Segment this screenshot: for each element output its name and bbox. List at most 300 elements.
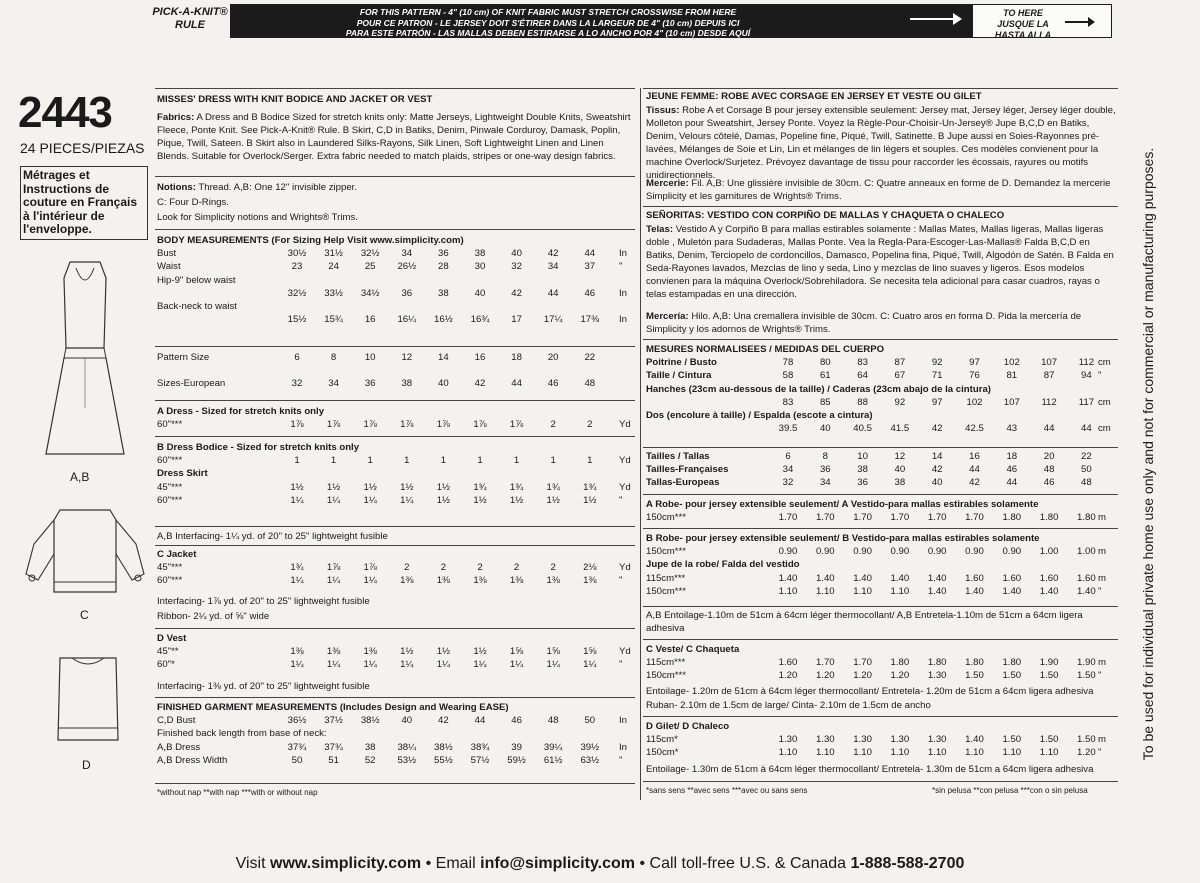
row-unit: In xyxy=(619,741,628,753)
row-value: 42 xyxy=(931,423,943,435)
row-value: 1¾ xyxy=(290,562,304,574)
row-value: 1.70 xyxy=(853,657,872,669)
row-value: 1.00 xyxy=(1039,546,1059,558)
row-unit: " xyxy=(619,261,623,273)
row-value: 44 xyxy=(584,248,596,260)
row-value: 1.10 xyxy=(778,747,798,759)
row-value: 46 xyxy=(511,715,522,727)
row-label: Tailles-Françaises xyxy=(646,464,729,476)
divider xyxy=(155,545,635,546)
row-value: 1⅞ xyxy=(400,419,414,431)
row-value: 1 xyxy=(330,455,337,467)
row-value: 26½ xyxy=(397,261,417,273)
row-value: 1.50 xyxy=(1002,670,1022,682)
row-value: 1⅞ xyxy=(290,419,304,431)
row-value: 1¾ xyxy=(583,481,597,493)
row-value: 1¼ xyxy=(400,494,414,506)
mercerie-label: Mercerie: xyxy=(646,178,689,189)
divider xyxy=(155,628,635,629)
row-value: 0.90 xyxy=(965,546,984,558)
row-unit: " xyxy=(1098,747,1102,759)
row-value: 1½ xyxy=(583,494,597,506)
pak-end-line: HASTA ALLA xyxy=(994,30,1052,40)
row-value: 1.50 xyxy=(1039,670,1059,682)
row-value: 0.90 xyxy=(927,546,947,558)
row-unit: " xyxy=(619,659,623,671)
row-value: 50 xyxy=(1081,464,1092,476)
row-value: 34 xyxy=(328,378,339,390)
row-value: 46 xyxy=(584,287,596,299)
table-row xyxy=(157,645,635,658)
row-value: 112 xyxy=(1078,357,1095,369)
row-label: Tailles / Tallas xyxy=(646,451,710,462)
row-label: 115cm* xyxy=(646,734,678,746)
row-value: 48 xyxy=(1081,477,1092,489)
row-value: 1.80 xyxy=(890,657,910,669)
row-value: 1.20 xyxy=(890,670,910,682)
row-unit: " xyxy=(1098,585,1102,597)
row-value: 0.90 xyxy=(778,546,798,558)
row-value: 18 xyxy=(511,352,522,363)
footer-phone: 1-888-588-2700 xyxy=(850,855,965,872)
row-value: 46 xyxy=(1006,464,1018,476)
dress-sketch xyxy=(40,258,130,458)
row-value: 1 xyxy=(404,455,410,467)
divider xyxy=(155,526,635,527)
footer-email-label: • Email xyxy=(425,855,476,872)
table-row xyxy=(157,247,635,260)
table-row xyxy=(157,467,635,480)
french-footnote: *sans sens **avec sens ***avec ou sans sens xyxy=(646,786,808,795)
row-unit: " xyxy=(619,494,623,506)
row-value: 51 xyxy=(328,754,339,766)
pattern-number: 2443 xyxy=(18,88,112,137)
table-row xyxy=(646,476,1118,489)
divider xyxy=(643,447,1118,448)
row-value: 1¼ xyxy=(400,659,414,671)
row-value: 24 xyxy=(328,261,339,273)
row-value: 1.40 xyxy=(1002,585,1022,597)
row-value: 38 xyxy=(438,287,449,299)
merceria-label: Mercería: xyxy=(646,311,689,322)
row-value: 67 xyxy=(894,370,906,382)
row-label: A,B Dress Width xyxy=(157,754,228,766)
row-value: 42 xyxy=(511,287,522,299)
row-value: 1.10 xyxy=(890,747,910,759)
row-value: 1.70 xyxy=(815,657,835,669)
body-heading: BODY MEASUREMENTS (For Sizing Help Visit www.simplicity.com) xyxy=(157,235,464,246)
row-value: 40 xyxy=(474,287,486,299)
pick-a-knit-rule-label: PICK-A-KNIT® RULE xyxy=(152,6,228,31)
row-unit: m xyxy=(1098,546,1106,558)
d-vest-yardage xyxy=(157,632,635,672)
body-measurements xyxy=(157,234,635,326)
row-label: Tallas-Europeas xyxy=(646,477,720,489)
row-value: 42 xyxy=(931,464,943,476)
row-value: 1.70 xyxy=(927,512,947,524)
row-value: 1.60 xyxy=(778,657,798,669)
row-value: 36½ xyxy=(287,715,307,727)
vest-sketch xyxy=(52,654,124,746)
row-value: 37 xyxy=(584,261,596,273)
row-value: 55½ xyxy=(434,754,453,766)
row-value: 1⅜ xyxy=(473,575,487,587)
metric-a xyxy=(646,498,1118,524)
table-row xyxy=(646,356,1118,369)
table-row xyxy=(646,450,1118,463)
row-unit: Yd xyxy=(619,646,631,658)
row-unit: m xyxy=(1098,512,1106,524)
row-value: 1¼ xyxy=(326,494,341,506)
row-value: 32 xyxy=(511,261,522,273)
row-value: 1.90 xyxy=(1039,657,1059,669)
row-value: 23 xyxy=(291,261,303,273)
merceria-text: Hilo. A,B: Una cremallera invisible de 30cm. C: Cuatro aros en forma D. Pida la mercería de Simplicity y los adornos de Wrights® Trims. xyxy=(646,311,1082,335)
c-interfacing: Interfacing- 1⅞ yd. of 20" to 25" lightweight fusible xyxy=(157,596,370,607)
row-value: 1¼ xyxy=(290,494,304,506)
row-value: 39 xyxy=(511,741,522,753)
row-value: 10 xyxy=(364,352,376,363)
row-value: 50 xyxy=(291,754,303,766)
size-table xyxy=(157,351,635,391)
row-value: 32½ xyxy=(360,248,380,260)
row-value: 78 xyxy=(782,357,794,369)
private-use-text: To be used for individual private home use only and not for commercial or manufacturing purposes. xyxy=(1140,147,1156,761)
table-row xyxy=(157,561,635,574)
row-unit: cm xyxy=(1098,423,1111,435)
row-value: 1¼ xyxy=(326,659,341,671)
row-value: 1.70 xyxy=(890,512,910,524)
row-value: 61½ xyxy=(543,754,563,766)
row-value: 1.10 xyxy=(890,585,910,597)
row-label: Dress Skirt xyxy=(157,468,208,480)
row-label: 45"** xyxy=(157,646,179,658)
row-value: 42 xyxy=(438,715,449,727)
row-value: 102 xyxy=(966,396,983,408)
row-value: 1¼ xyxy=(290,659,304,671)
table-row xyxy=(157,274,635,287)
notions-text: Thread. A,B: One 12" invisible zipper. xyxy=(198,182,357,193)
divider xyxy=(643,206,1118,207)
row-unit: m xyxy=(1098,734,1106,746)
row-value: 1.50 xyxy=(965,670,984,682)
row-value: 1.30 xyxy=(815,734,835,746)
row-value: 34 xyxy=(547,261,559,273)
row-value: 20 xyxy=(1043,451,1055,462)
table-row xyxy=(646,545,1118,558)
metric-c-ruban: Ruban- 2.10m de 1.5cm de large/ Cinta- 2.10m de 1.5cm de ancho xyxy=(646,700,931,711)
row-value: 76 xyxy=(969,370,980,382)
row-value: 63½ xyxy=(580,754,600,766)
row-value: 8 xyxy=(330,352,337,363)
row-label: 60"*** xyxy=(157,455,183,467)
row-value: 1½ xyxy=(473,646,487,658)
table-row xyxy=(646,656,1118,669)
table-row xyxy=(157,418,635,431)
row-value: 40 xyxy=(438,378,449,390)
row-unit: " xyxy=(619,575,623,587)
row-value: 38 xyxy=(857,464,868,476)
row-value: 2 xyxy=(550,562,556,574)
row-value: 2 xyxy=(440,562,447,574)
row-value: 1¼ xyxy=(473,659,487,671)
row-value: 1.10 xyxy=(965,747,984,759)
row-value: 28 xyxy=(438,261,449,273)
row-value: 1½ xyxy=(436,481,451,493)
divider xyxy=(643,339,1118,340)
row-label: 60"*** xyxy=(157,575,183,587)
row-value: 44 xyxy=(474,715,486,727)
row-value: 1⅜ xyxy=(436,575,451,587)
row-label: Finished back length from base of neck: xyxy=(157,728,327,740)
row-value: 34 xyxy=(819,477,831,489)
table-row xyxy=(646,558,1118,571)
table-row xyxy=(646,369,1118,382)
row-value: 12 xyxy=(401,352,413,363)
b-bodice-heading: B Dress Bodice - Sized for stretch knits only xyxy=(157,442,360,453)
row-value: 1.30 xyxy=(890,734,910,746)
row-label: 60"* xyxy=(157,659,175,671)
row-value: 58 xyxy=(782,370,794,382)
row-value: 71 xyxy=(931,370,943,382)
table-row xyxy=(646,396,1118,409)
row-value: 1.10 xyxy=(815,747,835,759)
row-value: 1.10 xyxy=(853,747,872,759)
row-value: 1⅜ xyxy=(546,575,560,587)
row-label: 150cm*** xyxy=(646,670,686,682)
row-unit: In xyxy=(619,715,628,727)
row-value: 17 xyxy=(511,314,522,326)
row-label: Hip-9" below waist xyxy=(157,274,236,286)
row-value: 39½ xyxy=(580,741,600,753)
row-value: 48 xyxy=(547,715,559,727)
row-value: 0.90 xyxy=(853,546,872,558)
row-value: 37½ xyxy=(324,715,343,727)
row-value: 38½ xyxy=(360,715,380,727)
row-value: 6 xyxy=(785,451,791,462)
row-value: 44 xyxy=(1043,423,1055,435)
row-value: 30 xyxy=(474,261,486,273)
row-value: 44 xyxy=(547,287,559,299)
divider xyxy=(643,716,1118,717)
english-fabrics xyxy=(157,111,635,163)
row-value: 1.60 xyxy=(1039,572,1059,584)
table-row xyxy=(157,351,635,364)
row-value: 40 xyxy=(931,477,943,489)
divider xyxy=(643,494,1118,495)
row-value: 50 xyxy=(584,715,596,727)
row-unit: Yd xyxy=(619,562,631,574)
row-value: 1 xyxy=(294,455,300,467)
row-value: 87 xyxy=(894,357,906,369)
mercerie-text: Fil. A,B: Une glissière invisible de 30cm. C: Quatre anneaux en forme de D. Demandez la mercerie Simplicity et les garnitures de Wrights® Trims. xyxy=(646,178,1111,202)
row-label: Sizes-European xyxy=(157,378,226,390)
row-label: 45"*** xyxy=(157,562,183,574)
footer-visit: Visit xyxy=(235,855,266,872)
tissus-label: Tissus: xyxy=(646,105,680,116)
row-value: 107 xyxy=(1003,396,1020,408)
row-value: 38 xyxy=(401,378,413,390)
row-value: 39¼ xyxy=(543,741,563,753)
row-value: 44 xyxy=(969,464,980,476)
footer xyxy=(0,855,1200,873)
row-value: 16½ xyxy=(434,314,453,326)
row-unit: Yd xyxy=(619,481,631,493)
footer-site-link[interactable]: www.simplicity.com xyxy=(270,855,422,872)
french-tissus xyxy=(646,104,1118,182)
row-value: 16 xyxy=(474,352,486,363)
row-value: 1⅞ xyxy=(326,419,341,431)
row-value: 1½ xyxy=(326,481,341,493)
row-value: 16 xyxy=(969,451,980,462)
row-value: 88 xyxy=(857,396,868,408)
row-value: 1.50 xyxy=(1039,734,1059,746)
row-value: 102 xyxy=(1003,357,1020,369)
notions-look: Look for Simplicity notions and Wrights® Trims. xyxy=(157,212,358,223)
jacket-sketch xyxy=(20,504,150,600)
row-value: 64 xyxy=(857,370,868,382)
row-value: 40 xyxy=(511,248,522,260)
row-value: 2 xyxy=(550,419,556,431)
divider xyxy=(643,639,1118,640)
b-bodice-yardage xyxy=(157,441,635,507)
row-value: 1½ xyxy=(363,481,377,493)
spanish-telas xyxy=(646,223,1118,301)
row-value: 40 xyxy=(894,464,906,476)
row-value: 1.10 xyxy=(778,585,798,597)
metric-body xyxy=(646,343,1118,435)
french-mercerie xyxy=(646,177,1118,203)
row-value: 1.10 xyxy=(853,585,872,597)
row-value: 14 xyxy=(931,451,943,462)
row-value: 1 xyxy=(513,455,520,467)
divider xyxy=(643,528,1118,529)
row-value: 36 xyxy=(857,477,868,489)
row-value: 38 xyxy=(894,477,906,489)
pak-end-line: TO HERE xyxy=(1003,8,1043,18)
row-value: 97 xyxy=(931,396,943,408)
row-value: 85 xyxy=(819,396,831,408)
row-value: 38 xyxy=(474,248,486,260)
row-value: 1.30 xyxy=(778,734,798,746)
row-label: Jupe de la robe/ Falda del vestido xyxy=(646,559,800,571)
d-interfacing: Interfacing- 1⅜ yd. of 20" to 25" lightweight fusible xyxy=(157,681,370,692)
row-value: 117 xyxy=(1078,396,1095,408)
row-value: 0.90 xyxy=(1002,546,1022,558)
row-label: 60"*** xyxy=(157,494,183,506)
row-label: 60"*** xyxy=(157,419,183,431)
row-unit: m xyxy=(1098,657,1106,669)
row-value: 1.40 xyxy=(927,572,947,584)
divider xyxy=(155,783,635,784)
metric-b-heading: B Robe- pour jersey extensible seulement/ B Vestido-para mallas estirables solamente xyxy=(646,533,1040,544)
row-value: 42 xyxy=(547,248,559,260)
metric-c-entoilage: Entoilage- 1.20m de 51cm à 64cm léger thermocollant/ Entretela- 1.20m de 51cm a 64cm ligera adhesiva xyxy=(646,686,1094,697)
row-value: 1.40 xyxy=(1077,585,1096,597)
row-label: Back-neck to waist xyxy=(157,300,237,312)
divider xyxy=(643,781,1118,782)
table-row xyxy=(646,733,1118,746)
row-value: 52 xyxy=(364,754,376,766)
row-value: 1½ xyxy=(436,494,451,506)
row-value: 22 xyxy=(1081,451,1092,462)
row-value: 1 xyxy=(550,455,556,467)
table-row xyxy=(157,741,635,754)
row-value: 1⅝ xyxy=(546,646,560,658)
row-label: Poitrine / Busto xyxy=(646,357,717,369)
row-value: 1.50 xyxy=(1077,670,1096,682)
row-unit: In xyxy=(619,248,628,260)
row-unit: Yd xyxy=(619,419,631,431)
row-value: 1⅜ xyxy=(326,646,341,658)
row-value: 34 xyxy=(401,248,413,260)
row-unit: " xyxy=(1098,670,1102,682)
table-row xyxy=(646,409,1118,422)
row-label: Pattern Size xyxy=(157,352,210,363)
table-row xyxy=(646,669,1118,682)
row-value: 1⅞ xyxy=(473,419,487,431)
c-jacket-heading: C Jacket xyxy=(157,549,197,560)
tissus-text: Robe A et Corsage B pour jersey extensible seulement: Jersey mat, Jersey léger, Jersey léger double, Molleton pour Sweatshirt, Jersey Ponte. Voyez la Règle-Pour-Choisir-Un-Jersey® Jupe B,C,D en Batiks, Denim, Velours côtelé, Damas, Popeline fine, Piqué, Twill, Satinette. B Jupe aussi en Soies-Rayonnes pré-lavées, Mélanges de Soie et Lin, Lin et mélanges de lin légers et souples. Ces modèles convienent pour la machine Overlock/Surjetez. Prévoyez davantage de tissu pour raccorder les écossais, rayures ou motifs unidirectionnels. xyxy=(646,105,1116,181)
row-value: 32 xyxy=(782,477,794,489)
row-value: 18 xyxy=(1006,451,1018,462)
row-value: 36 xyxy=(364,378,376,390)
row-value: 36 xyxy=(819,464,831,476)
table-row xyxy=(646,585,1118,598)
footer-email-link[interactable]: info@simplicity.com xyxy=(480,855,636,872)
table-row xyxy=(646,511,1118,524)
row-value: 1.80 xyxy=(965,657,984,669)
ab-interfacing: A,B Interfacing- 1¼ yd. of 20" to 25" lightweight fusible xyxy=(157,531,388,542)
notions-c: C: Four D-Rings. xyxy=(157,197,229,208)
metric-c-heading: C Veste/ C Chaqueta xyxy=(646,644,740,655)
metric-heading: MESURES NORMALISEES / MEDIDAS DEL CUERPO xyxy=(646,344,885,355)
row-label: Taille / Cintura xyxy=(646,370,712,382)
row-value: 2 xyxy=(404,562,410,574)
row-value: 1.90 xyxy=(1077,657,1096,669)
row-value: 81 xyxy=(1006,370,1018,382)
sketch-label-ab: A,B xyxy=(70,470,90,484)
arrow-right-icon xyxy=(910,18,960,20)
row-label: C,D Bust xyxy=(157,715,196,727)
row-value: 1⅜ xyxy=(363,646,377,658)
row-value: 22 xyxy=(584,352,596,363)
row-value: 1.70 xyxy=(965,512,984,524)
row-value: 92 xyxy=(894,396,906,408)
row-value: 0.90 xyxy=(815,546,835,558)
row-value: 1.70 xyxy=(853,512,872,524)
row-value: 32½ xyxy=(287,287,307,299)
metric-c xyxy=(646,643,1118,683)
row-value: 1.50 xyxy=(1077,734,1096,746)
row-value: 42 xyxy=(969,477,980,489)
row-value: 83 xyxy=(782,396,794,408)
row-label: 115cm*** xyxy=(646,657,686,669)
row-value: 1⅜ xyxy=(400,575,414,587)
d-vest-heading: D Vest xyxy=(157,633,187,644)
divider xyxy=(155,697,635,698)
row-value: 1.20 xyxy=(778,670,798,682)
row-value: 1.30 xyxy=(927,734,947,746)
row-unit: m xyxy=(1098,572,1106,584)
private-use-note xyxy=(1140,118,1160,798)
row-value: 1⅜ xyxy=(583,575,597,587)
row-label: Waist xyxy=(157,261,181,273)
row-value: 1.40 xyxy=(778,572,798,584)
row-value: 2 xyxy=(513,562,520,574)
spanish-merceria xyxy=(646,310,1118,336)
row-label: Hanches (23cm au-dessous de la taille) / Caderas (23cm abajo de la cintura) xyxy=(646,383,991,395)
